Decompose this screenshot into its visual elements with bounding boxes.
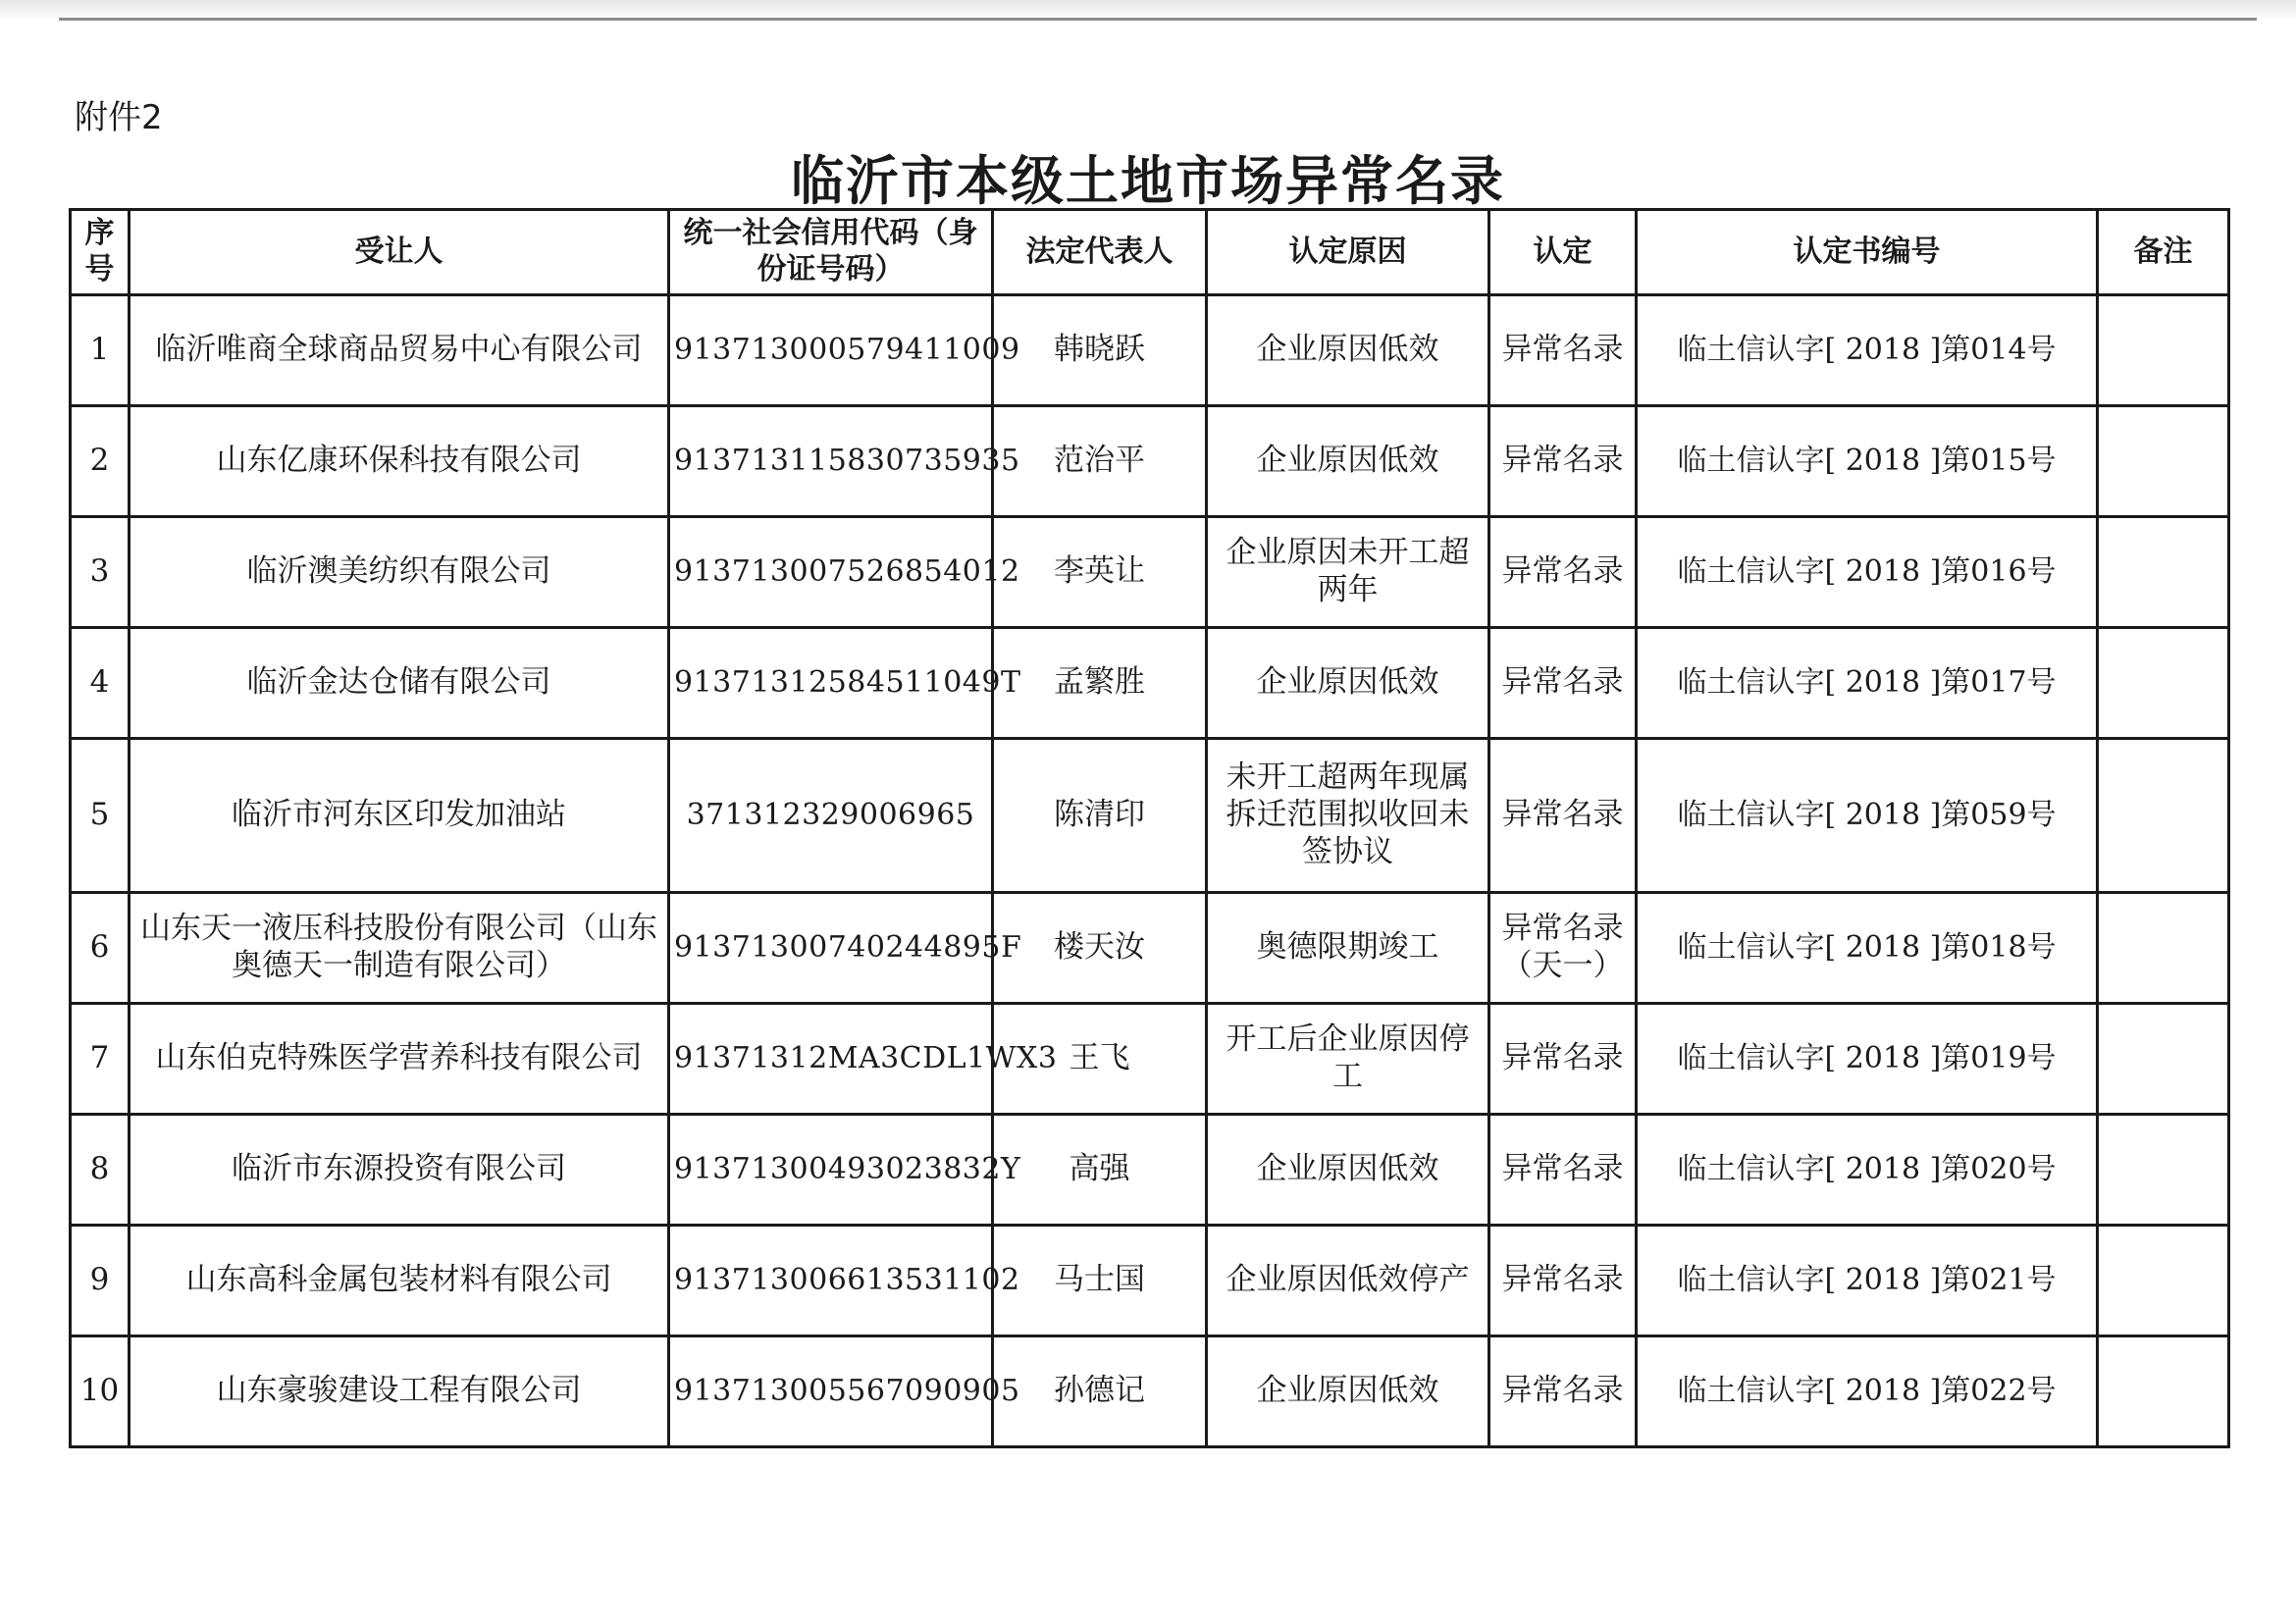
table-row (71, 628, 2229, 739)
row-credit-code: 913713005567090905 (669, 1336, 993, 1447)
column-header-remarks: 备注 (2098, 210, 2229, 295)
document-title: 临沂市本级土地市场异常名录 (791, 150, 1505, 212)
row-certificate-no: 临土信认字[ 2018 ]第015号 (1637, 406, 2098, 517)
row-index: 8 (71, 1115, 130, 1226)
row-legal-rep: 孙德记 (993, 1336, 1207, 1447)
table-row (71, 1115, 2229, 1226)
table-row (71, 517, 2229, 628)
row-remarks (2098, 1004, 2229, 1115)
table-row (71, 1336, 2229, 1447)
row-legal-rep: 陈清印 (993, 739, 1207, 893)
table-row (71, 1226, 2229, 1336)
row-transferee: 临沂金达仓储有限公司 (130, 628, 669, 739)
row-transferee: 临沂市河东区印发加油站 (130, 739, 669, 893)
scan-line (59, 18, 2257, 21)
row-credit-code: 91371300740244895F (669, 893, 993, 1004)
row-reason: 企业原因未开工超两年 (1207, 517, 1489, 628)
row-reason: 企业原因低效 (1207, 628, 1489, 739)
row-determination: 异常名录 (1489, 517, 1637, 628)
row-determination: 异常名录（天一） (1489, 893, 1637, 1004)
row-transferee: 山东亿康环保科技有限公司 (130, 406, 669, 517)
row-transferee: 山东天一液压科技股份有限公司（山东奥德天一制造有限公司） (130, 893, 669, 1004)
row-legal-rep: 孟繁胜 (993, 628, 1207, 739)
row-reason: 开工后企业原因停工 (1207, 1004, 1489, 1115)
row-legal-rep: 王飞 (993, 1004, 1207, 1115)
row-remarks (2098, 739, 2229, 893)
row-legal-rep: 高强 (993, 1115, 1207, 1226)
row-reason: 企业原因低效 (1207, 406, 1489, 517)
table-row (71, 739, 2229, 893)
row-credit-code: 91371300493023832Y (669, 1115, 993, 1226)
column-header-certificate-no: 认定书编号 (1637, 210, 2098, 295)
row-certificate-no: 临土信认字[ 2018 ]第017号 (1637, 628, 2098, 739)
row-legal-rep: 马士国 (993, 1226, 1207, 1336)
row-legal-rep: 范治平 (993, 406, 1207, 517)
row-reason: 企业原因低效 (1207, 1336, 1489, 1447)
row-legal-rep: 韩晓跃 (993, 295, 1207, 406)
abnormal-roster-table (69, 208, 2230, 1448)
row-certificate-no: 临土信认字[ 2018 ]第016号 (1637, 517, 2098, 628)
row-remarks (2098, 893, 2229, 1004)
header-row (71, 210, 2229, 295)
row-legal-rep: 楼天汝 (993, 893, 1207, 1004)
row-remarks (2098, 1115, 2229, 1226)
row-remarks (2098, 517, 2229, 628)
row-determination: 异常名录 (1489, 1226, 1637, 1336)
column-header-index: 序号 (71, 210, 130, 295)
row-reason: 未开工超两年现属拆迁范围拟收回未签协议 (1207, 739, 1489, 893)
row-determination: 异常名录 (1489, 406, 1637, 517)
attachment-label: 附件2 (75, 98, 163, 137)
row-certificate-no: 临土信认字[ 2018 ]第019号 (1637, 1004, 2098, 1115)
table-row (71, 1004, 2229, 1115)
row-transferee: 山东豪骏建设工程有限公司 (130, 1336, 669, 1447)
row-index: 2 (71, 406, 130, 517)
row-reason: 奥德限期竣工 (1207, 893, 1489, 1004)
row-index: 1 (71, 295, 130, 406)
row-legal-rep: 李英让 (993, 517, 1207, 628)
row-determination: 异常名录 (1489, 295, 1637, 406)
row-credit-code: 913713000579411009 (669, 295, 993, 406)
row-remarks (2098, 1336, 2229, 1447)
row-reason: 企业原因低效 (1207, 1115, 1489, 1226)
row-credit-code: 913713006613531102 (669, 1226, 993, 1336)
column-header-legal-rep: 法定代表人 (993, 210, 1207, 295)
row-remarks (2098, 628, 2229, 739)
row-determination: 异常名录 (1489, 1004, 1637, 1115)
table-row (71, 893, 2229, 1004)
row-index: 9 (71, 1226, 130, 1336)
row-remarks (2098, 295, 2229, 406)
row-credit-code: 913713007526854012 (669, 517, 993, 628)
row-transferee: 临沂澳美纺织有限公司 (130, 517, 669, 628)
row-index: 5 (71, 739, 130, 893)
row-credit-code: 371312329006965 (669, 739, 993, 893)
row-index: 7 (71, 1004, 130, 1115)
row-credit-code: 91371312584511049T (669, 628, 993, 739)
row-determination: 异常名录 (1489, 1336, 1637, 1447)
row-certificate-no: 临土信认字[ 2018 ]第059号 (1637, 739, 2098, 893)
row-determination: 异常名录 (1489, 739, 1637, 893)
column-header-transferee: 受让人 (130, 210, 669, 295)
row-transferee: 临沂市东源投资有限公司 (130, 1115, 669, 1226)
row-reason: 企业原因低效停产 (1207, 1226, 1489, 1336)
row-credit-code: 913713115830735935 (669, 406, 993, 517)
row-transferee: 山东高科金属包装材料有限公司 (130, 1226, 669, 1336)
row-index: 6 (71, 893, 130, 1004)
row-certificate-no: 临土信认字[ 2018 ]第018号 (1637, 893, 2098, 1004)
row-determination: 异常名录 (1489, 628, 1637, 739)
row-determination: 异常名录 (1489, 1115, 1637, 1226)
row-transferee: 临沂唯商全球商品贸易中心有限公司 (130, 295, 669, 406)
row-certificate-no: 临土信认字[ 2018 ]第021号 (1637, 1226, 2098, 1336)
row-certificate-no: 临土信认字[ 2018 ]第020号 (1637, 1115, 2098, 1226)
row-transferee: 山东伯克特殊医学营养科技有限公司 (130, 1004, 669, 1115)
row-index: 3 (71, 517, 130, 628)
row-certificate-no: 临土信认字[ 2018 ]第022号 (1637, 1336, 2098, 1447)
row-remarks (2098, 1226, 2229, 1336)
column-header-determination: 认定 (1489, 210, 1637, 295)
row-index: 10 (71, 1336, 130, 1447)
column-header-reason: 认定原因 (1207, 210, 1489, 295)
table-row (71, 295, 2229, 406)
table-row (71, 406, 2229, 517)
row-index: 4 (71, 628, 130, 739)
row-remarks (2098, 406, 2229, 517)
row-certificate-no: 临土信认字[ 2018 ]第014号 (1637, 295, 2098, 406)
column-header-credit-code: 统一社会信用代码（身份证号码） (669, 210, 993, 295)
row-reason: 企业原因低效 (1207, 295, 1489, 406)
row-credit-code: 91371312MA3CDL1WX3 (669, 1004, 993, 1115)
